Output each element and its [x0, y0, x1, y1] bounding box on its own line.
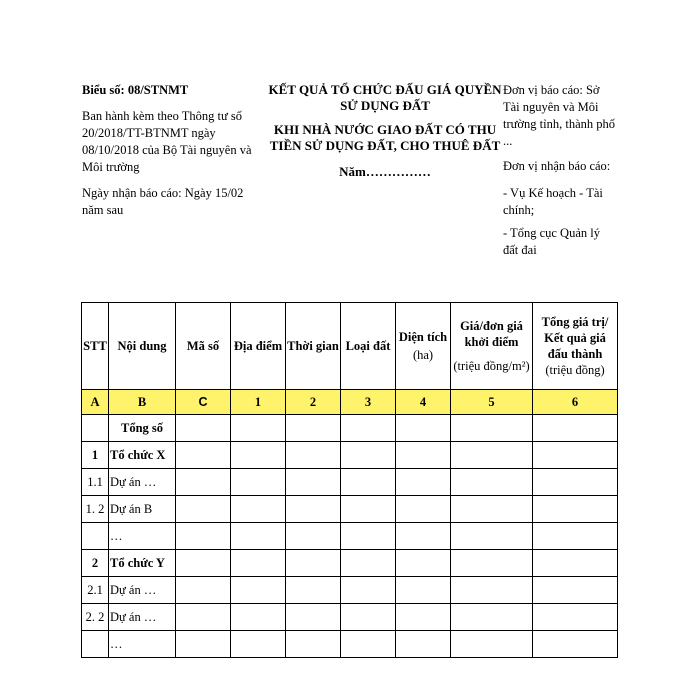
empty-cell: [533, 442, 618, 469]
header-content: Nội dung: [109, 303, 176, 390]
empty-cell: [396, 415, 451, 442]
empty-cell: [451, 469, 533, 496]
form-number: Biểu số: 08/STNMT: [82, 83, 189, 97]
table-row: [82, 469, 618, 496]
row-content: Dự án B: [109, 496, 176, 523]
row-stt: 2. 2: [82, 604, 109, 631]
empty-cell: [396, 577, 451, 604]
empty-cell: [286, 631, 341, 658]
table-row: [82, 415, 618, 442]
empty-cell: [396, 604, 451, 631]
empty-cell: [396, 631, 451, 658]
row-content: Dự án …: [109, 469, 176, 496]
empty-cell: [396, 496, 451, 523]
empty-cell: [396, 442, 451, 469]
table-row: [82, 550, 618, 577]
row-content: Tổ chức Y: [109, 550, 176, 577]
header-stt: STT: [82, 303, 109, 390]
empty-cell: [341, 442, 396, 469]
header-total-value-unit: (triệu đồng): [545, 363, 605, 377]
row-stt: 1. 2: [82, 496, 109, 523]
empty-cell: [533, 604, 618, 631]
empty-cell: [341, 415, 396, 442]
empty-cell: [176, 415, 231, 442]
year-line: Năm……………: [339, 164, 431, 179]
empty-cell: [176, 631, 231, 658]
column-code: 2: [286, 390, 341, 415]
row-content: Tổng số: [109, 415, 176, 442]
report-table: [81, 302, 618, 658]
table-row: [82, 496, 618, 523]
title-line-2: KHI NHÀ NƯỚC GIAO ĐẤT CÓ THU TIỀN SỬ DỤNG ĐẤT, CHO THUÊ ĐẤT: [269, 122, 501, 153]
table-row: [82, 523, 618, 550]
empty-cell: [533, 577, 618, 604]
empty-cell: [176, 577, 231, 604]
empty-cell: [533, 550, 618, 577]
empty-cell: [341, 496, 396, 523]
row-content: …: [109, 523, 176, 550]
empty-cell: [396, 469, 451, 496]
empty-cell: [451, 631, 533, 658]
empty-cell: [176, 442, 231, 469]
empty-cell: [341, 604, 396, 631]
empty-cell: [533, 496, 618, 523]
empty-cell: [533, 631, 618, 658]
column-code: 4: [396, 390, 451, 415]
empty-cell: [286, 442, 341, 469]
empty-cell: [231, 469, 286, 496]
empty-cell: [286, 469, 341, 496]
empty-cell: [286, 577, 341, 604]
title-line-1: KẾT QUẢ TỔ CHỨC ĐẤU GIÁ QUYỀN SỬ DỤNG ĐẤT: [268, 82, 502, 113]
table-row: [82, 577, 618, 604]
empty-cell: [231, 496, 286, 523]
empty-cell: [451, 496, 533, 523]
row-stt: 2: [82, 550, 109, 577]
empty-cell: [286, 523, 341, 550]
empty-cell: [231, 550, 286, 577]
empty-cell: [396, 523, 451, 550]
row-stt: 1: [82, 442, 109, 469]
header-location: Địa điểm: [231, 303, 286, 390]
column-code: A: [82, 390, 109, 415]
empty-cell: [231, 442, 286, 469]
recipient-2: - Tổng cục Quản lý đất đai: [503, 226, 600, 257]
column-code: C: [176, 390, 231, 415]
empty-cell: [176, 496, 231, 523]
empty-cell: [286, 604, 341, 631]
row-content: …: [109, 631, 176, 658]
table-row: [82, 604, 618, 631]
empty-cell: [341, 631, 396, 658]
header-area: [396, 303, 451, 390]
empty-cell: [286, 415, 341, 442]
table-row: [82, 442, 618, 469]
report-date-text: Ngày nhận báo cáo: Ngày 15/02 năm sau: [82, 186, 244, 217]
empty-cell: [533, 469, 618, 496]
empty-cell: [231, 631, 286, 658]
header-start-price-label: Giá/đơn giá khởi điểm: [460, 319, 523, 349]
empty-cell: [176, 550, 231, 577]
empty-cell: [533, 523, 618, 550]
recipient-1: - Vụ Kế hoạch - Tài chính;: [503, 186, 603, 217]
empty-cell: [286, 550, 341, 577]
table-row: [82, 631, 618, 658]
empty-cell: [231, 523, 286, 550]
row-stt: [82, 631, 109, 658]
empty-cell: [341, 550, 396, 577]
empty-cell: [451, 442, 533, 469]
column-code: 1: [231, 390, 286, 415]
header-area-label: Diện tích: [398, 330, 448, 344]
header-start-price-unit: (triệu đồng/m²): [453, 359, 530, 373]
empty-cell: [176, 523, 231, 550]
row-stt: [82, 523, 109, 550]
header-area-unit: (ha): [412, 348, 434, 362]
empty-cell: [286, 496, 341, 523]
row-content: Dự án …: [109, 604, 176, 631]
issued-with-text: Ban hành kèm theo Thông tư số 20/2018/TT-BTNMT ngày 08/10/2018 của Bộ Tài nguyên và Môi trường: [82, 109, 252, 174]
header-total-value-label: Tổng giá trị/ Kết quả giá đấu thành: [541, 315, 609, 361]
empty-cell: [451, 604, 533, 631]
empty-cell: [533, 415, 618, 442]
header-code: Mã số: [176, 303, 231, 390]
empty-cell: [451, 523, 533, 550]
empty-cell: [341, 577, 396, 604]
reporting-unit: Đơn vị báo cáo: Sở Tài nguyên và Môi trường tỉnh, thành phố ...: [503, 83, 615, 148]
header-right: [503, 82, 618, 265]
empty-cell: [341, 469, 396, 496]
row-stt: [82, 415, 109, 442]
empty-cell: [341, 523, 396, 550]
empty-cell: [176, 604, 231, 631]
header-start-price: [451, 303, 533, 390]
column-code: 3: [341, 390, 396, 415]
header-center: [262, 82, 508, 188]
header-total-value: [533, 303, 618, 390]
header-left: [82, 82, 267, 228]
header-land-type: Loại đất: [341, 303, 396, 390]
empty-cell: [396, 550, 451, 577]
header-time: Thời gian: [286, 303, 341, 390]
column-code-row: [82, 390, 618, 415]
column-code: 5: [451, 390, 533, 415]
receiving-unit: Đơn vị nhận báo cáo:: [503, 159, 611, 173]
empty-cell: [231, 415, 286, 442]
row-stt: 2.1: [82, 577, 109, 604]
empty-cell: [231, 604, 286, 631]
row-content: Dự án …: [109, 577, 176, 604]
column-code: B: [109, 390, 176, 415]
empty-cell: [176, 469, 231, 496]
table-body: [82, 415, 618, 658]
empty-cell: [451, 415, 533, 442]
empty-cell: [231, 577, 286, 604]
empty-cell: [451, 550, 533, 577]
row-stt: 1.1: [82, 469, 109, 496]
column-code: 6: [533, 390, 618, 415]
table-header-row: [82, 303, 618, 390]
empty-cell: [451, 577, 533, 604]
row-content: Tổ chức X: [109, 442, 176, 469]
